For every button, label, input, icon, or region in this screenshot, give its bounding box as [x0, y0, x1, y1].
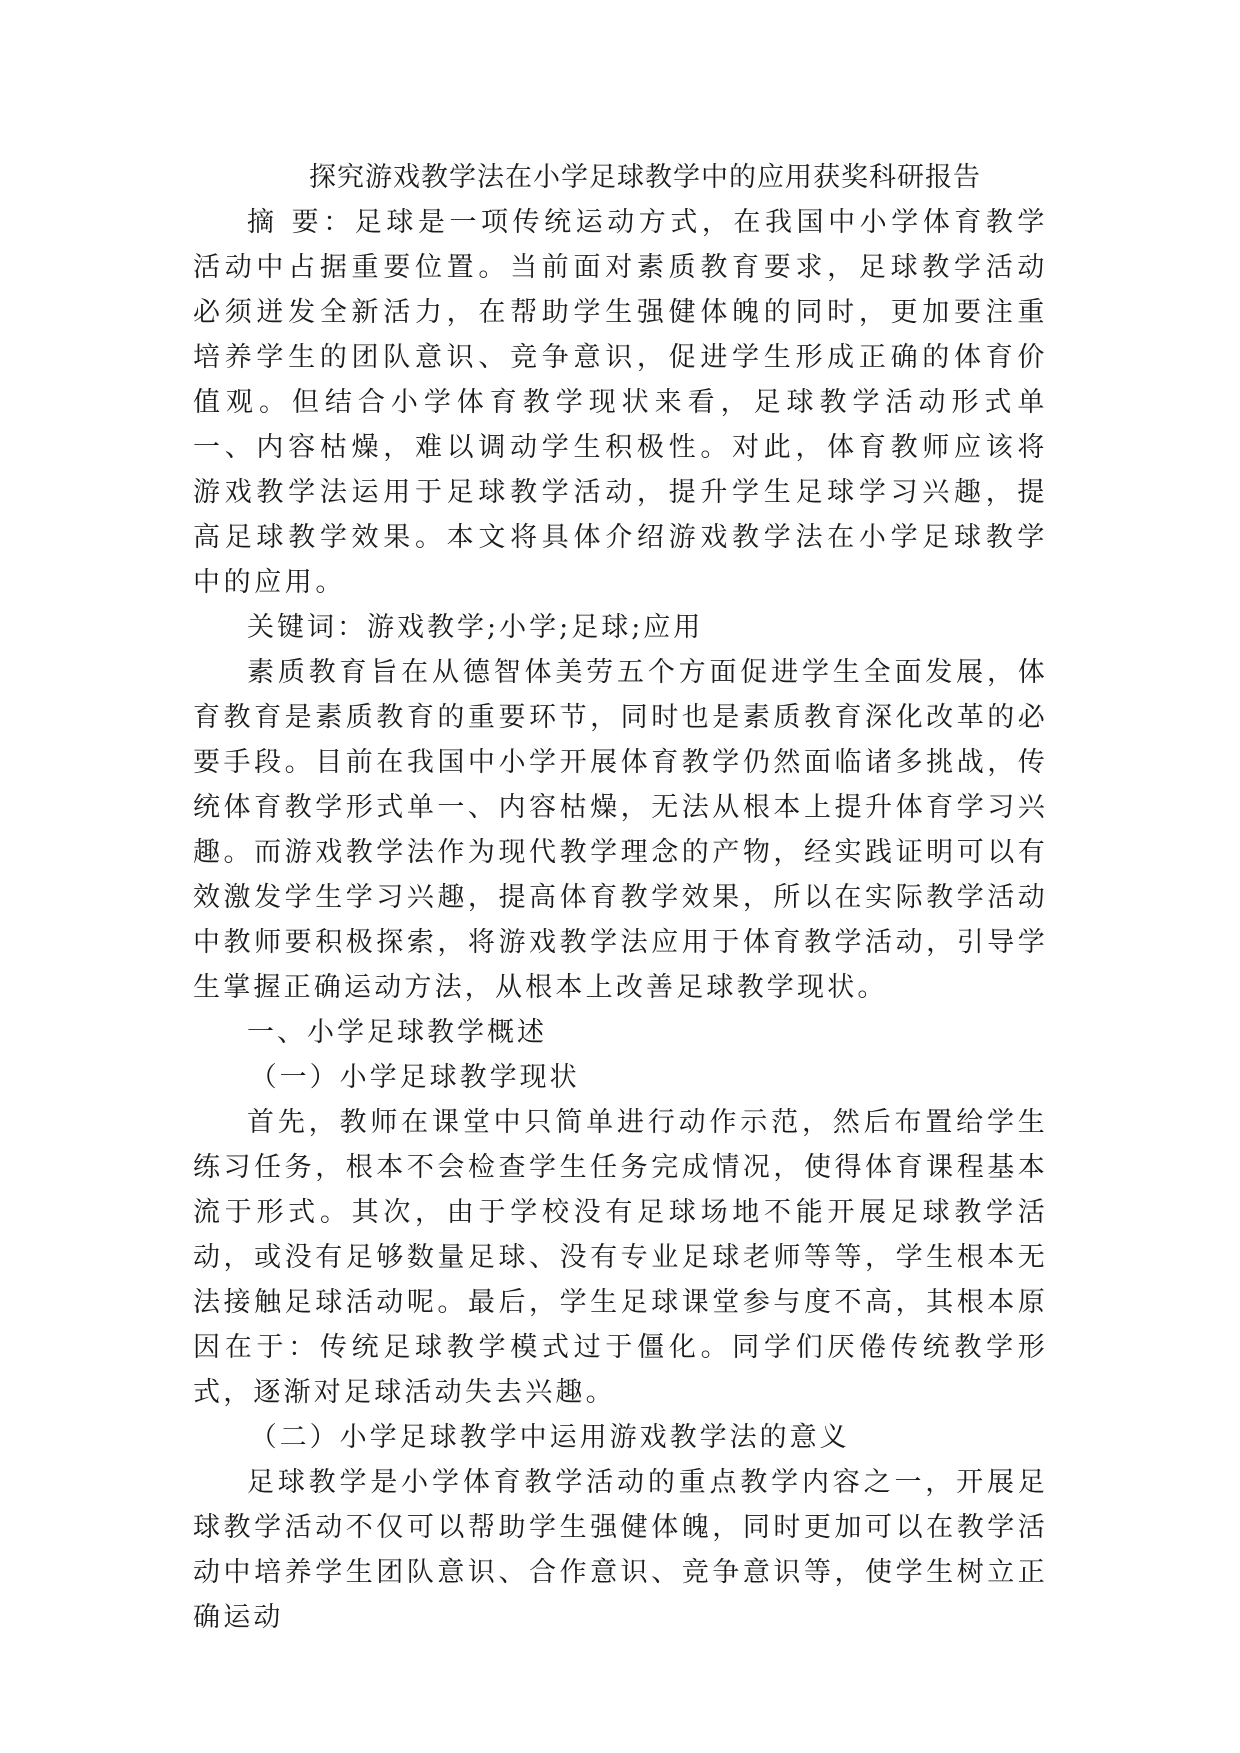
abstract-label: 摘 要：	[247, 207, 355, 238]
section-heading-1: 一、小学足球教学概述	[247, 1017, 547, 1048]
subsection-1-paragraph: 首先，教师在课堂中只简单进行动作示范，然后布置给学生练习任务，根本不会检查学生任务完成情况，使得体育课程基本流于形式。其次，由于学校没有足球场地不能开展足球教学活动，或没有足够数量足球、没有专业足球老师等等，学生根本无法接触足球活动呢。最后，学生足球课堂参与度不高，其根本原因在于：传统足球教学模式过于僵化。同学们厌倦传统教学形式，逐渐对足球活动失去兴趣。	[193, 1107, 1048, 1408]
subsection-heading-1: （一）小学足球教学现状	[249, 1062, 580, 1093]
keywords-line: 关键词：游戏教学;小学;足球;应用	[247, 612, 704, 643]
subsection-heading-2: （二）小学足球教学中运用游戏教学法的意义	[249, 1422, 850, 1453]
intro-paragraph: 素质教育旨在从德智体美劳五个方面促进学生全面发展，体育教育是素质教育的重要环节，同时也是素质教育深化改革的必要手段。目前在我国中小学开展体育教学仍然面临诸多挑战，传统体育教学形式单一、内容枯燥，无法从根本上提升体育学习兴趣。而游戏教学法作为现代教学理念的产物，经实践证明可以有效激发学生学习兴趣，提高体育教学效果，所以在实际教学活动中教师要积极探索，将游戏教学法应用于体育教学活动，引导学生掌握正确运动方法，从根本上改善足球教学现状。	[193, 657, 1048, 1003]
document-title: 探究游戏教学法在小学足球教学中的应用获奖科研报告	[309, 162, 981, 193]
subsection-2-paragraph: 足球教学是小学体育教学活动的重点教学内容之一，开展足球教学活动不仅可以帮助学生强健体魄，同时更加可以在教学活动中培养学生团队意识、合作意识、竞争意识等，使学生树立正确运动	[193, 1467, 1048, 1633]
document-body	[193, 200, 1048, 1640]
abstract-text: 足球是一项传统运动方式，在我国中小学体育教学活动中占据重要位置。当前面对素质教育要求，足球教学活动必须迸发全新活力，在帮助学生强健体魄的同时，更加要注重培养学生的团队意识、竞争意识，促进学生形成正确的体育价值观。但结合小学体育教学现状来看，足球教学活动形式单一、内容枯燥，难以调动学生积极性。对此，体育教师应该将游戏教学法运用于足球教学活动，提升学生足球学习兴趣，提高足球教学效果。本文将具体介绍游戏教学法在小学足球教学中的应用。	[193, 207, 1048, 598]
abstract-paragraph	[193, 200, 1048, 605]
